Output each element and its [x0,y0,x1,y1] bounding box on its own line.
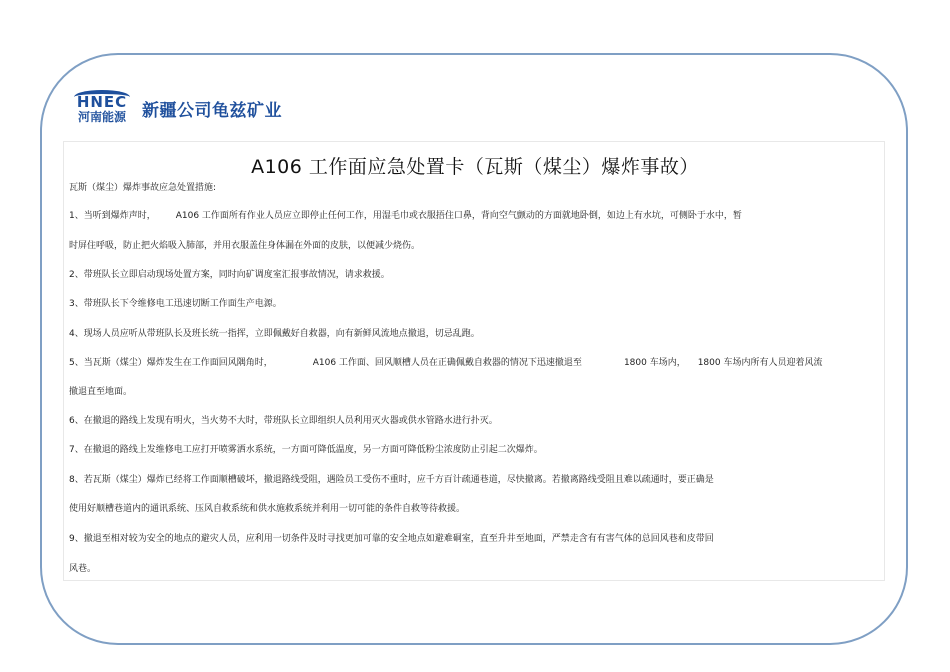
company-name: 新疆公司龟兹矿业 [142,100,282,121]
item-8-line-2: 使用好顺槽巷道内的通讯系统、压风自救系统和供水施救系统并利用一切可能的条件自救等待救援。 [69,504,466,514]
item-5-part-b: A106 工作面、回风顺槽人员在正确佩戴自救器的情况下迅速撤退至 [312,358,582,368]
item-5-line-2: 撤退直至地面。 [69,387,133,397]
item-9-line-2: 风巷。 [69,564,97,574]
item-1-line-1 [69,210,742,222]
item-5-part-c: 1800 车场内， [623,358,686,368]
item-1-part-a: 1、当听到爆炸声时， [69,211,156,221]
item-2: 2、带班队长立即启动现场处置方案，同时向矿调度室汇报事故情况，请求救援。 [69,270,390,280]
header [72,88,282,128]
item-1-line-2: 时屏住呼吸，防止把火焰吸入肺部，并用衣服盖住身体漏在外面的皮肤，以便减少烧伤。 [69,241,421,251]
item-5-line-1 [69,357,822,369]
document-title: A106 工作面应急处置卡（瓦斯（煤尘）爆炸事故） [251,156,699,178]
item-9-line-1: 9、撤退至相对较为安全的地点的避灾人员，应利用一切条件及时寻找更加可靠的安全地点如避难硐室，直至升井至地面，严禁走含有有害气体的总回风巷和皮带回 [69,534,714,544]
item-7: 7、在撤退的路线上发维修电工应打开喷雾洒水系统，一方面可降低温度，另一方面可降低粉尘浓度防止引起二次爆炸。 [69,445,543,455]
item-4: 4、现场人员应听从带班队长及班长统一指挥，立即佩戴好自救器，向有新鲜风流地点撤退，切忌乱跑。 [69,329,480,339]
intro-text: 瓦斯（煤尘）爆炸事故应急处置措施: [69,183,217,193]
logo-en-text: HNEC [76,93,128,111]
logo-cn-text: 河南能源 [77,110,126,124]
item-8-line-1: 8、若瓦斯（煤尘）爆炸已经将工作面顺槽破坏，撤退路线受阻，遇险员工受伤不重时，应千方百计疏通巷道，尽快撤离。若撤离路线受阻且难以疏通时，要正确是 [69,475,714,485]
item-5-part-d: 1800 车场内所有人员迎着风流 [697,358,823,368]
item-5-part-a: 5、当瓦斯（煤尘）爆炸发生在工作面回风隅角时， [69,358,273,368]
item-3: 3、带班队长下令维修电工迅速切断工作面生产电源。 [69,299,282,309]
hnec-logo [72,90,132,126]
item-1-part-b: A106 工作面所有作业人员应立即停止任何工作，用湿毛巾或衣服捂住口鼻，背向空气颤动的方面就地卧倒，如边上有水坑，可侧卧于水中，暂 [175,211,742,221]
item-6: 6、在撤退的路线上发现有明火，当火势不大时，带班队长立即组织人员利用灭火器或供水管路水进行扑灭。 [69,416,498,426]
